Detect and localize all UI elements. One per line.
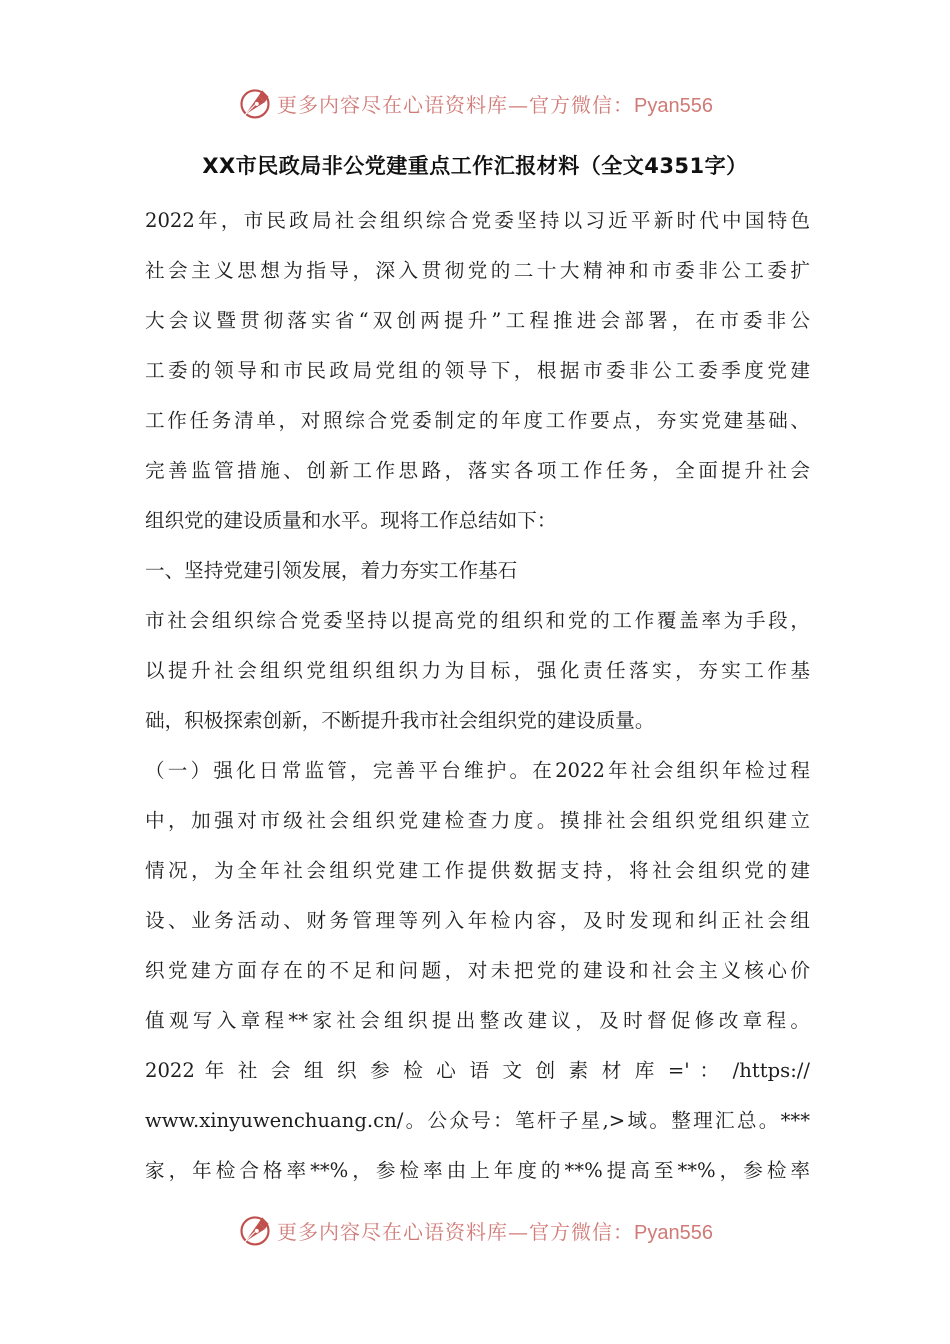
text-line: 情况，为全年社会组织党建工作提供数据支持，将社会组织党的建: [145, 859, 810, 882]
watermark-text: [277, 89, 713, 118]
watermark-banner-bottom: [0, 1208, 950, 1252]
text-line: 设、业务活动、财务管理等列入年检内容，及时发现和纠正社会组: [145, 909, 810, 932]
text-line: 工委的领导和市民政局党组的领导下，根据市委非公工委季度党建: [145, 359, 810, 382]
text-line: 织党建方面存在的不足和问题，对未把党的建设和社会主义核心价: [145, 959, 810, 982]
document-title: XX市民政局非公党建重点工作汇报材料（全文4351字）: [202, 154, 748, 178]
text-line: 家，年检合格率**%，参检率由上年度的**%提高至**%，参检率: [145, 1159, 810, 1182]
watermark-slogan: 更多内容尽在心语资料库—官方微信：: [277, 1219, 635, 1244]
watermark-wechat-id: Pyan556: [634, 94, 713, 117]
watermark-banner-top: [0, 81, 950, 125]
document-body: [145, 196, 810, 1196]
text-line: 值观写入章程**家社会组织提出整改建议，及时督促修改章程。: [145, 1009, 810, 1032]
pen-nib-icon: [237, 85, 273, 121]
text-line: （一）强化日常监管，完善平台维护。在2022年社会组织年检过程: [145, 759, 810, 782]
text-line: 大会议暨贯彻落实省“双创两提升”工程推进会部署，在市委非公: [145, 309, 810, 332]
text-line: 社会主义思想为指导，深入贯彻党的二十大精神和市委非公工委扩: [145, 259, 810, 282]
text-line: 础，积极探索创新，不断提升我市社会组织党的建设质量。: [145, 709, 655, 732]
watermark-slogan: 更多内容尽在心语资料库—官方微信：: [277, 92, 635, 117]
text-line: 完善监管措施、创新工作思路，落实各项工作任务，全面提升社会: [145, 459, 810, 482]
text-line: 2022 年 社 会 组 织 参 检 心 语 文 创 素 材 库 =' ： /https://: [145, 1059, 810, 1082]
text-line: 中，加强对市级社会组织党建检查力度。摸排社会组织党组织建立: [145, 809, 810, 832]
text-line: 2022年，市民政局社会组织综合党委坚持以习近平新时代中国特色: [145, 209, 810, 232]
pen-nib-icon: [237, 1212, 273, 1248]
text-line: 组织党的建设质量和水平。现将工作总结如下：: [145, 509, 557, 532]
text-line: 工作任务清单，对照综合党委制定的年度工作要点，夯实党建基础、: [145, 409, 810, 432]
watermark-wechat-id: Pyan556: [634, 1221, 713, 1244]
text-line: 市社会组织综合党委坚持以提高党的组织和党的工作覆盖率为手段，: [145, 609, 810, 632]
text-line: www.xinyuwenchuang.cn/。公众号：笔杆子星,>域。整理汇总。***: [145, 1109, 810, 1132]
section-heading: 一、坚持党建引领发展，着力夯实工作基石: [145, 559, 518, 582]
watermark-text: [277, 1216, 713, 1245]
text-line: 以提升社会组织党组织组织力为目标，强化责任落实，夯实工作基: [145, 659, 810, 682]
